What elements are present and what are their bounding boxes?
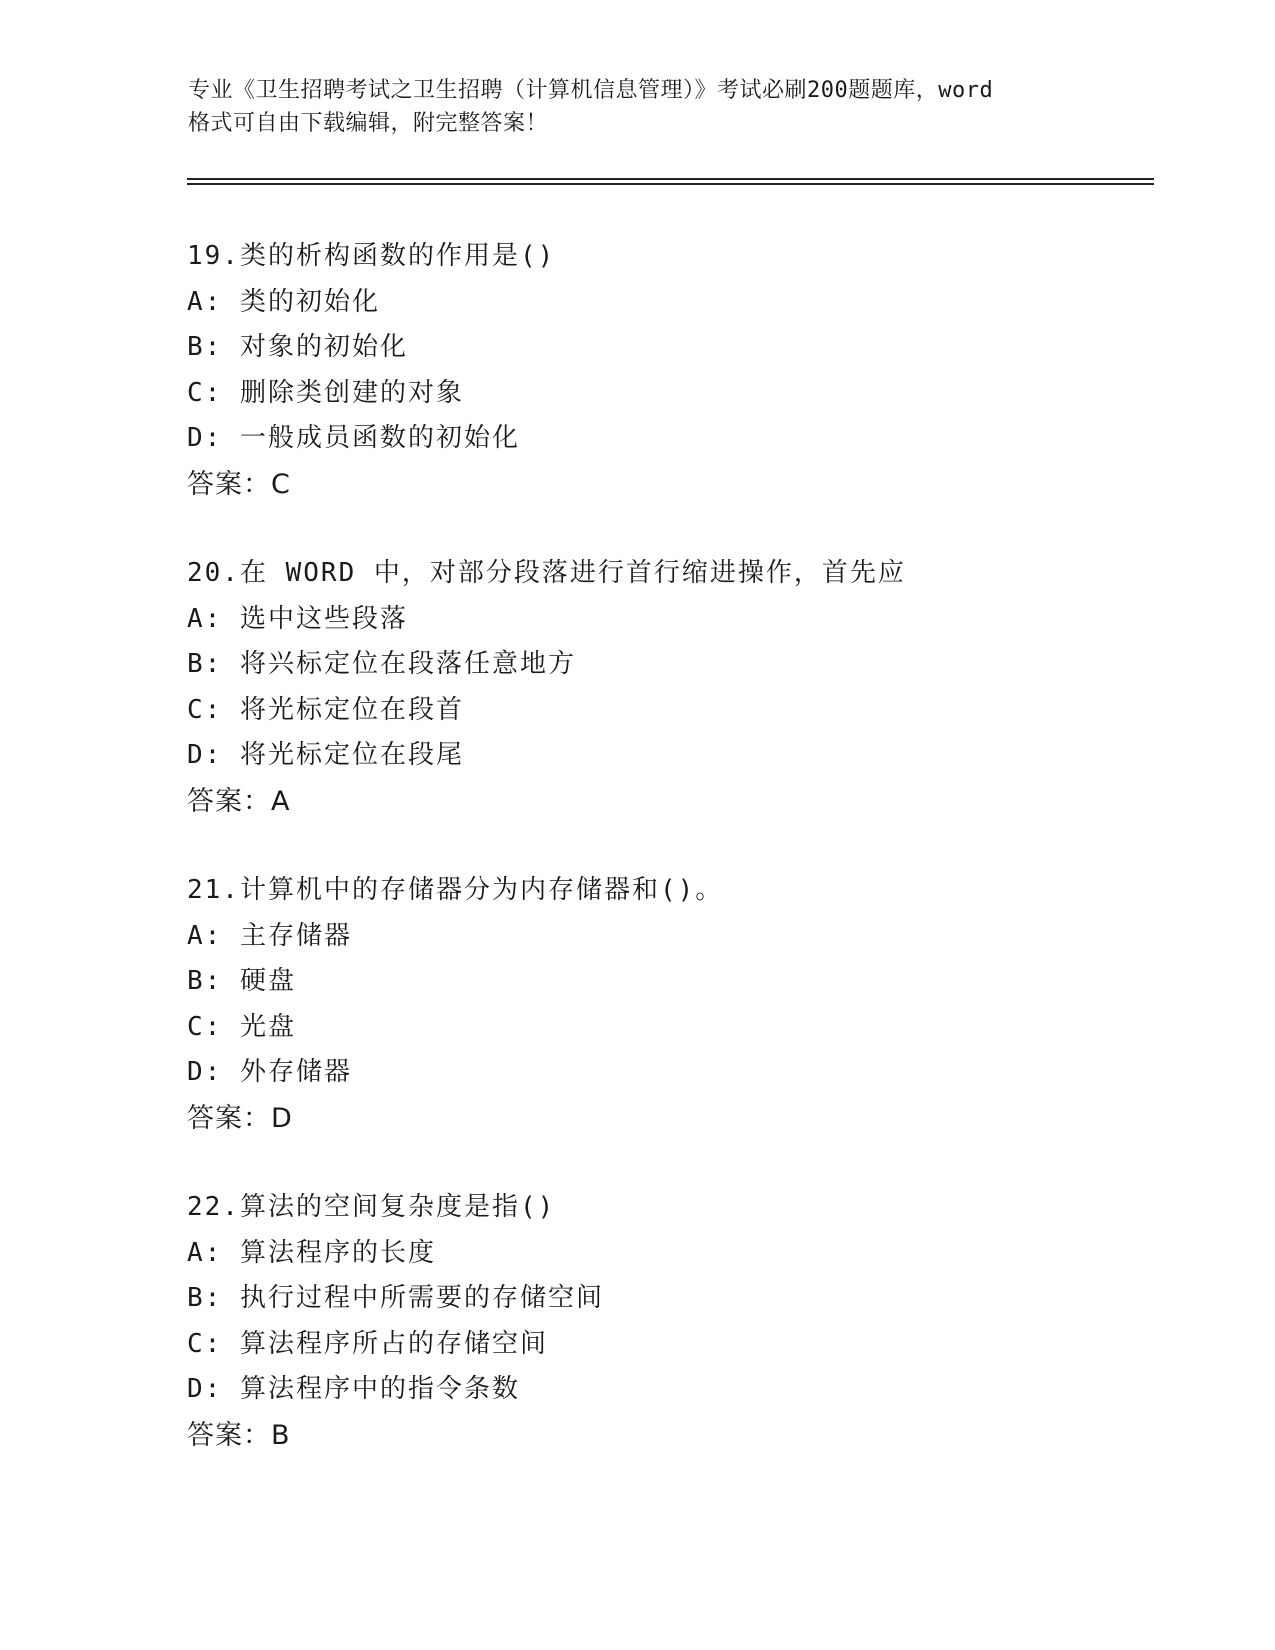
question-stem: 20.在 WORD 中，对部分段落进行首行缩进操作，首先应 — [187, 558, 906, 588]
question-21 — [187, 868, 1147, 1141]
question-stem: 19.类的析构函数的作用是() — [187, 241, 556, 271]
header-divider-top — [187, 178, 1154, 180]
option-a: A: 算法程序的长度 — [187, 1237, 436, 1268]
answer-line: 答案：B — [187, 1419, 291, 1451]
answer-line: 答案：A — [187, 785, 291, 817]
header-divider-bottom — [187, 183, 1154, 185]
option-d: D: 算法程序中的指令条数 — [187, 1374, 520, 1404]
option-d: D: 外存储器 — [187, 1057, 352, 1087]
option-b: B: 硬盘 — [187, 966, 296, 996]
question-list — [187, 234, 1147, 1502]
option-d: D: 将光标定位在段尾 — [187, 740, 464, 770]
question-19 — [187, 234, 1147, 507]
question-20 — [187, 551, 1147, 824]
question-22 — [187, 1185, 1147, 1458]
document-header — [188, 74, 1108, 140]
answer-line: 答案：C — [187, 468, 291, 500]
question-stem: 21.计算机中的存储器分为内存储器和()。 — [187, 875, 724, 905]
question-stem: 22.算法的空间复杂度是指() — [187, 1192, 556, 1222]
option-b: B: 将兴标定位在段落任意地方 — [187, 649, 576, 679]
option-c: C: 将光标定位在段首 — [187, 694, 464, 725]
option-a: A: 类的初始化 — [187, 286, 380, 317]
answer-line: 答案：D — [187, 1102, 293, 1134]
option-c: C: 删除类创建的对象 — [187, 377, 464, 408]
header-line-2: 格式可自由下载编辑，附完整答案！ — [188, 111, 549, 136]
option-c: C: 光盘 — [187, 1011, 296, 1042]
option-d: D: 一般成员函数的初始化 — [187, 423, 520, 453]
option-b: B: 对象的初始化 — [187, 332, 408, 362]
header-line-1: 专业《卫生招聘考试之卫生招聘（计算机信息管理）》考试必刷200题题库，word — [188, 78, 994, 103]
option-c: C: 算法程序所占的存储空间 — [187, 1328, 548, 1359]
option-a: A: 选中这些段落 — [187, 603, 408, 634]
option-a: A: 主存储器 — [187, 920, 352, 951]
option-b: B: 执行过程中所需要的存储空间 — [187, 1283, 604, 1313]
